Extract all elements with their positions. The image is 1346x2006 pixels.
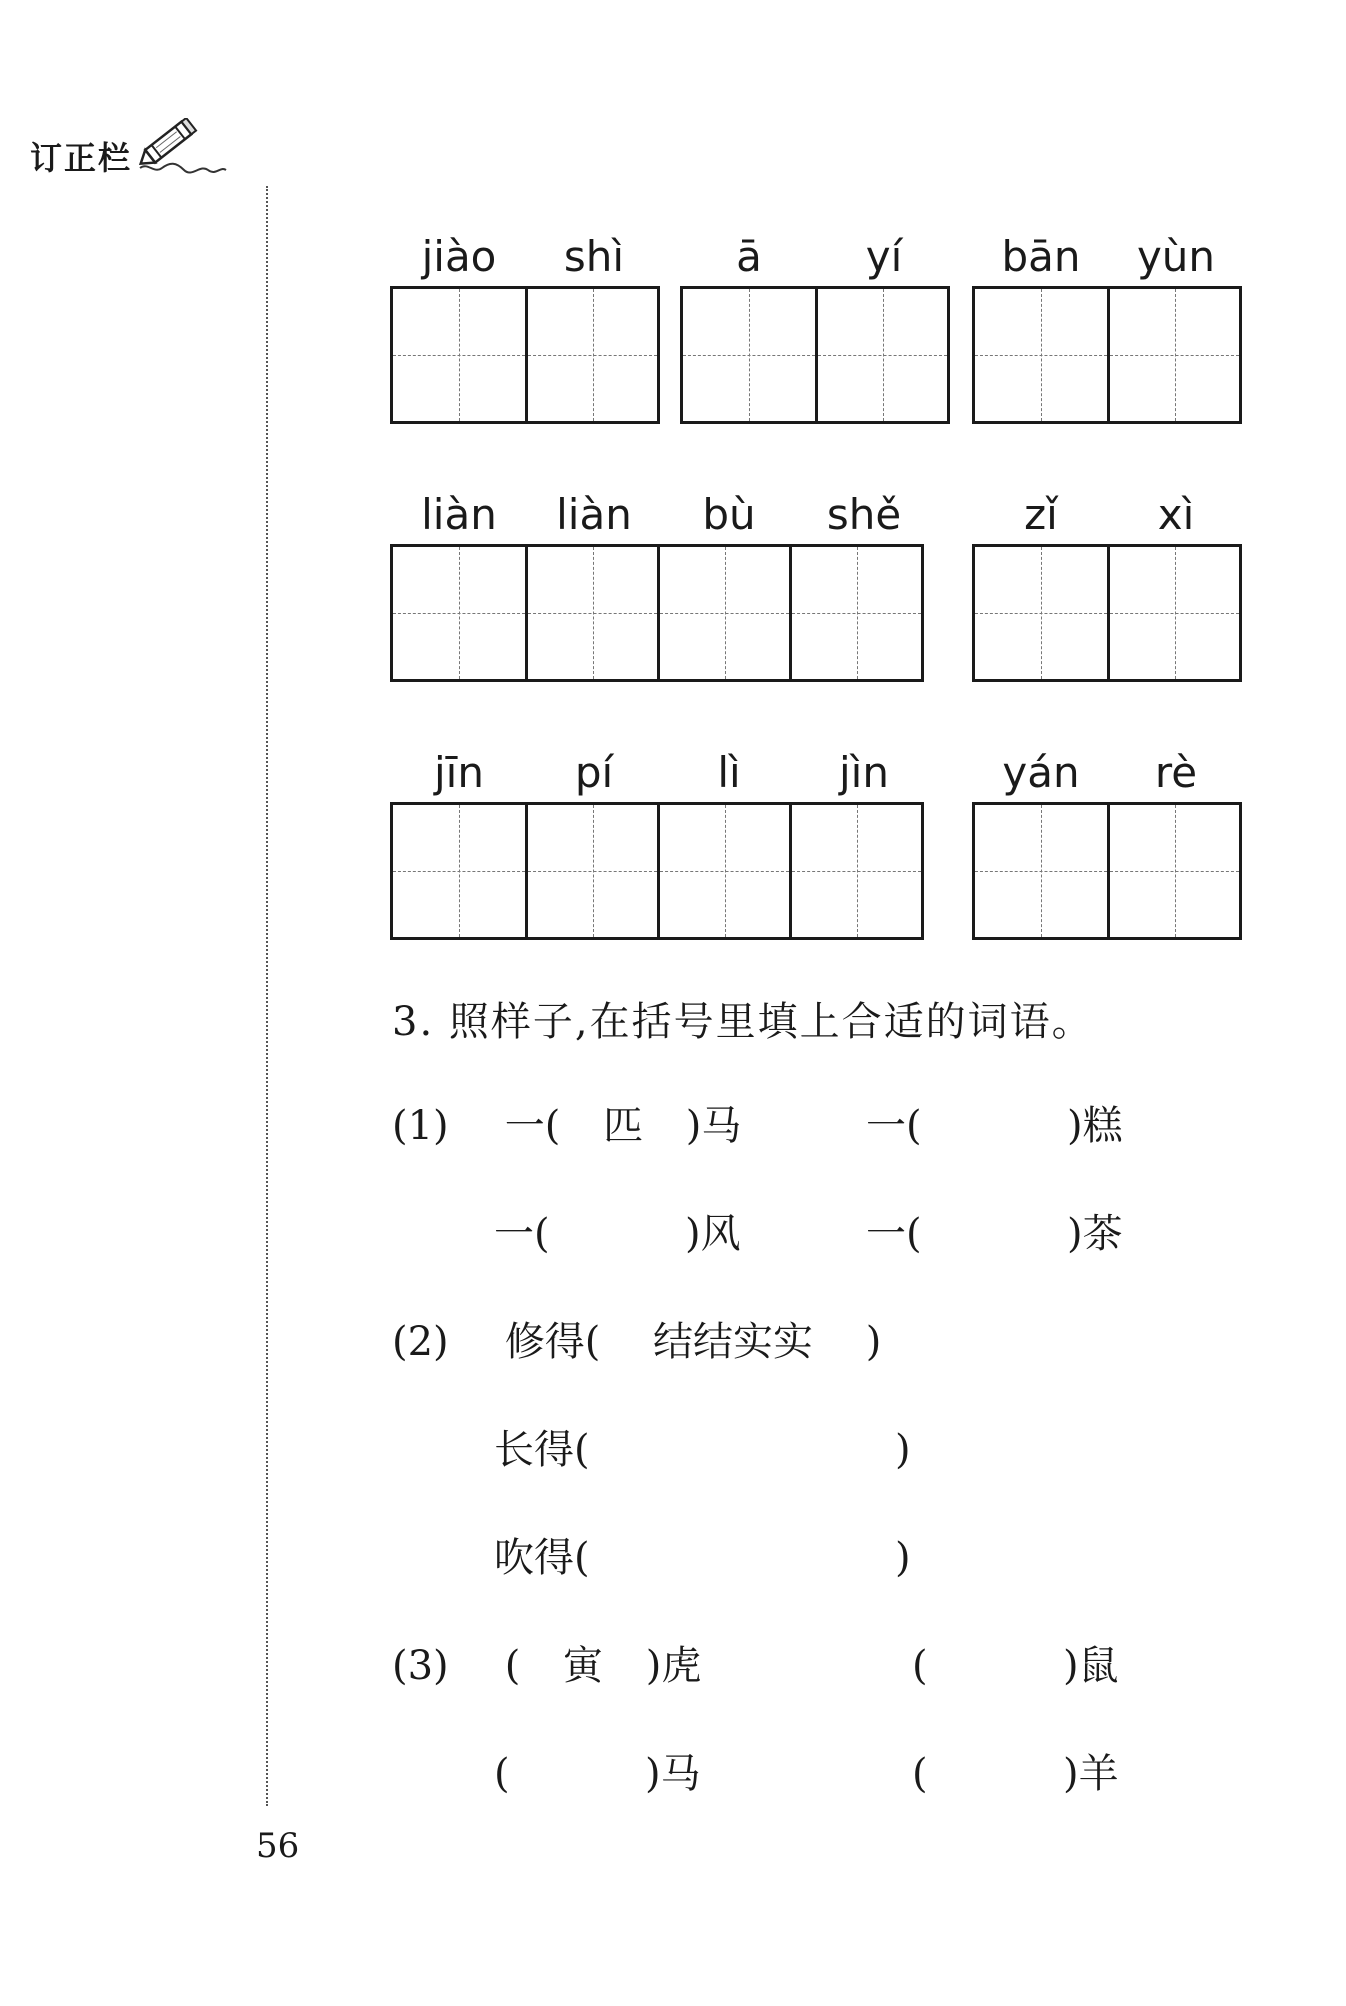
answer-blank[interactable]: 结结实实 bbox=[653, 1319, 814, 1365]
exercise-line bbox=[494, 1530, 911, 1586]
question-prefix: 修得( bbox=[504, 1319, 601, 1365]
pinyin-label: yán bbox=[1002, 748, 1080, 797]
pinyin-row bbox=[390, 748, 930, 798]
exercise-line bbox=[494, 1422, 911, 1478]
character-box[interactable] bbox=[975, 289, 1107, 421]
part-label: (2) bbox=[392, 1319, 449, 1365]
pinyin-label: jīn bbox=[434, 748, 484, 797]
question-prefix: 一( bbox=[866, 1103, 922, 1149]
exercise-line bbox=[494, 1746, 701, 1802]
pinyin-row bbox=[972, 748, 1242, 798]
pinyin-row bbox=[972, 232, 1242, 282]
character-grid bbox=[972, 544, 1242, 682]
exercise-line bbox=[866, 1206, 1123, 1262]
question-suffix: )羊 bbox=[1063, 1751, 1119, 1797]
character-box[interactable] bbox=[657, 805, 789, 937]
character-box[interactable] bbox=[789, 547, 921, 679]
pinyin-row bbox=[390, 232, 660, 282]
question-prefix: 长得( bbox=[494, 1427, 590, 1473]
character-box[interactable] bbox=[393, 805, 525, 937]
pinyin-label: shì bbox=[563, 232, 625, 281]
character-box[interactable] bbox=[683, 289, 815, 421]
pinyin-label: yùn bbox=[1136, 232, 1216, 281]
pinyin-row bbox=[972, 490, 1242, 540]
question-suffix: )茶 bbox=[1067, 1211, 1123, 1257]
character-box[interactable] bbox=[525, 289, 657, 421]
character-grid bbox=[680, 286, 950, 424]
part-label: (1) bbox=[392, 1103, 449, 1149]
pinyin-label: zǐ bbox=[1024, 490, 1058, 539]
character-box[interactable] bbox=[1107, 547, 1239, 679]
character-grid bbox=[390, 286, 660, 424]
question-suffix: )马 bbox=[645, 1751, 701, 1797]
pinyin-label: xì bbox=[1157, 490, 1195, 539]
pinyin-label: rè bbox=[1154, 748, 1198, 797]
pinyin-label: lì bbox=[717, 748, 741, 797]
pinyin-label: shě bbox=[826, 490, 902, 539]
question-suffix: )虎 bbox=[645, 1643, 702, 1689]
pinyin-label: liàn bbox=[421, 490, 497, 539]
question-prefix: 一( bbox=[494, 1211, 550, 1257]
pinyin-label: bān bbox=[1001, 232, 1081, 281]
pinyin-row bbox=[390, 490, 930, 540]
character-grid bbox=[390, 544, 924, 682]
correction-column-divider bbox=[266, 186, 268, 1806]
character-grid bbox=[972, 802, 1242, 940]
exercise-line bbox=[912, 1746, 1119, 1802]
character-box[interactable] bbox=[815, 289, 947, 421]
character-box[interactable] bbox=[789, 805, 921, 937]
exercise-line bbox=[912, 1638, 1119, 1694]
part-label: (3) bbox=[392, 1643, 449, 1689]
question-suffix: )风 bbox=[685, 1211, 741, 1257]
question-prefix: ( bbox=[912, 1751, 928, 1797]
character-box[interactable] bbox=[1107, 805, 1239, 937]
exercise-line bbox=[392, 1314, 881, 1370]
character-box[interactable] bbox=[657, 547, 789, 679]
pinyin-label: yí bbox=[865, 232, 903, 281]
pinyin-label: liàn bbox=[556, 490, 632, 539]
answer-blank[interactable]: 寅 bbox=[563, 1643, 604, 1689]
exercise-line bbox=[866, 1098, 1123, 1154]
character-box[interactable] bbox=[393, 547, 525, 679]
pinyin-label: bù bbox=[702, 490, 756, 539]
question-suffix: ) bbox=[895, 1535, 911, 1581]
pinyin-label: jìn bbox=[839, 748, 889, 797]
character-box[interactable] bbox=[975, 547, 1107, 679]
pencil-icon bbox=[134, 118, 229, 180]
character-grid bbox=[390, 802, 924, 940]
exercise-3-title: 3. 照样子,在括号里填上合适的词语。 bbox=[392, 999, 1094, 1045]
question-prefix: 一( bbox=[504, 1103, 561, 1149]
character-box[interactable] bbox=[393, 289, 525, 421]
answer-blank[interactable]: 匹 bbox=[603, 1103, 644, 1149]
exercise-line bbox=[494, 1206, 741, 1262]
character-box[interactable] bbox=[975, 805, 1107, 937]
pinyin-row bbox=[680, 232, 950, 282]
correction-column-header bbox=[30, 118, 229, 177]
question-suffix: ) bbox=[895, 1427, 911, 1473]
question-prefix: ( bbox=[494, 1751, 510, 1797]
page-number: 56 bbox=[256, 1826, 300, 1866]
correction-column-title: 订正栏 bbox=[30, 139, 133, 177]
question-suffix: ) bbox=[865, 1319, 882, 1365]
character-box[interactable] bbox=[1107, 289, 1239, 421]
question-prefix: 吹得( bbox=[494, 1535, 590, 1581]
question-suffix: )马 bbox=[685, 1103, 742, 1149]
exercise-line bbox=[392, 1638, 701, 1694]
character-grid bbox=[972, 286, 1242, 424]
pinyin-label: ā bbox=[736, 232, 762, 281]
pinyin-label: jiào bbox=[421, 232, 497, 281]
question-suffix: )糕 bbox=[1067, 1103, 1123, 1149]
character-box[interactable] bbox=[525, 547, 657, 679]
question-prefix: 一( bbox=[866, 1211, 922, 1257]
question-prefix: ( bbox=[504, 1643, 521, 1689]
question-suffix: )鼠 bbox=[1063, 1643, 1119, 1689]
question-prefix: ( bbox=[912, 1643, 928, 1689]
character-box[interactable] bbox=[525, 805, 657, 937]
exercise-line bbox=[392, 1098, 741, 1154]
pinyin-label: pí bbox=[574, 748, 614, 797]
